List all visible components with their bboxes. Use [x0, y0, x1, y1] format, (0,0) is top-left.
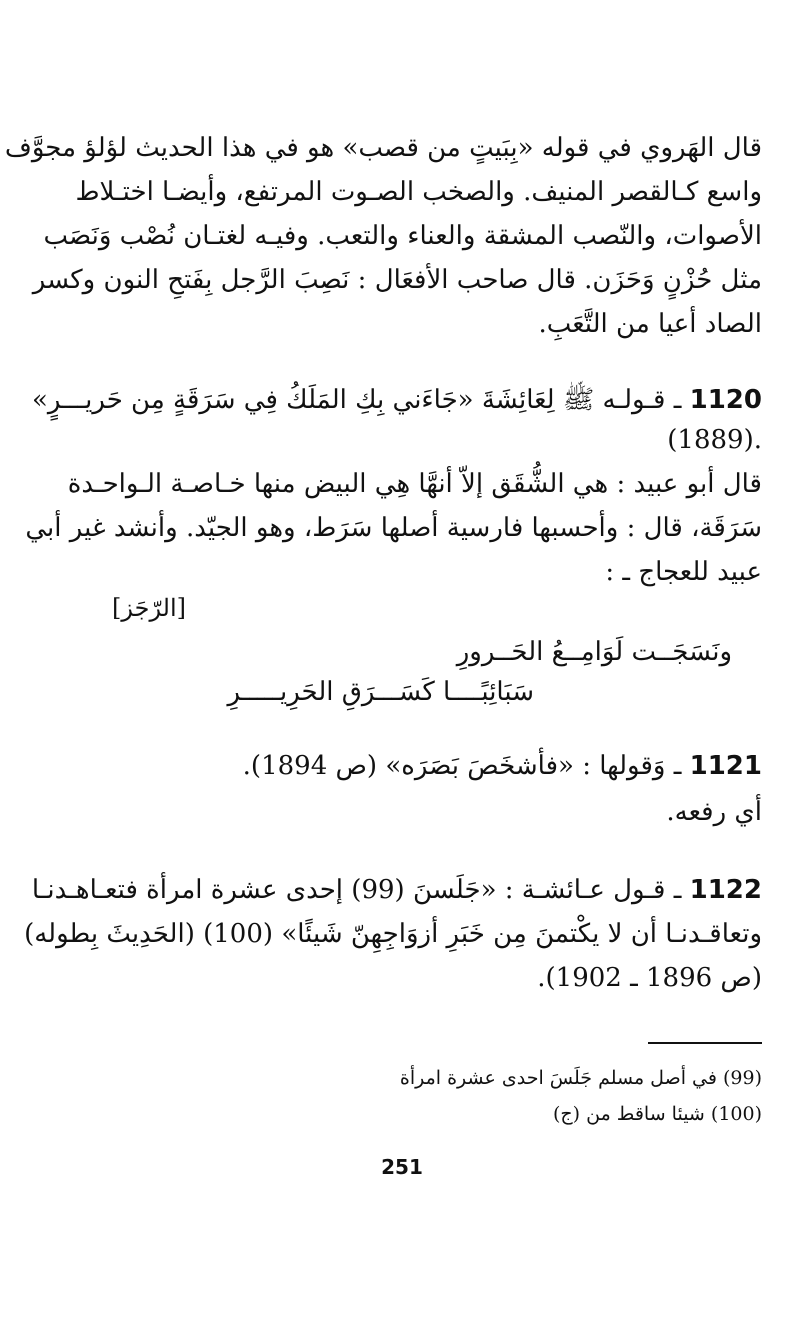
entry-text: ـ قـول عـائشـة : «جَلَسنَ (99) إحدى عشرة امرأة فتعـاهـدنـا	[31, 875, 682, 905]
entry-text: ـ قـولـه ﷺ لِعَائِشَةَ «جَاءَني بِكِ المَلَكُ فِي سَرَقَةٍ مِن حَريـــرٍ»	[32, 385, 682, 415]
entry-1122-line2: وتعاقـدنـا أن لا يكْتمنَ مِن خَبَرِ أزوَاجِهِنّ شَيئًا» (100) (الحَدِيثَ بِطوله)	[24, 919, 762, 949]
entry-1120-body-line3: عبيد للعجاج ـ :	[605, 557, 762, 587]
paragraph1-line4: مثل حُزْنٍ وَحَزَن. قال صاحب الأفعَال : نَصِبَ الرَّجل بِفَتحِ النون وكسر	[32, 265, 762, 295]
entry-1121-gloss: أي رفعه.	[666, 797, 762, 827]
paragraph1-line1: قال الهَروي في قوله «بِبَيتٍ من قصب» هو في هذا الحديث لؤلؤ مجوَّف	[4, 133, 762, 163]
verse-line2: سَبَائِبًــــا كَسَـــرَقِ الحَرِيـــــرِ	[227, 677, 534, 707]
paragraph1-line5: الصاد أعيا من التَّعَبِ.	[538, 309, 762, 339]
verse-line1: ونَسَجَــت لَوَامِــعُ الحَــرورِ	[456, 637, 732, 667]
meter-label: [الرّجَز]	[112, 594, 187, 622]
entry-1120-body-line2: سَرَقَة، قال : وأحسبها فارسية أصلها سَرَط، وهو الجيّد. وأنشد غير أبي	[25, 513, 762, 543]
entry-number: 1121	[689, 751, 762, 781]
entry-number: 1122	[689, 875, 762, 905]
entry-1122-heading	[31, 868, 762, 912]
entry-1120-heading	[32, 378, 762, 422]
entry-1120-body-line1: قال أبو عبيد : هي الشُّقَق إلاّ أنهَّا هِي البيض منها خـاصـة الـواحـدة	[67, 469, 762, 499]
footnote-divider	[648, 1042, 762, 1044]
entry-1122-line3: (ص 1896 ـ 1902).	[537, 963, 762, 993]
entry-text: ـ وَقولها : «فأشخَصَ بَصَرَه» (ص 1894).	[242, 751, 682, 781]
entry-1120-reference: .(1889)	[667, 425, 762, 455]
paragraph1-line3: الأصوات، والنّصب المشقة والعناء والتعب. وفيـه لغتـان نُصْب وَنَصَب	[43, 221, 762, 251]
paragraph1-line2: واسع كـالقصر المنيف. والصخب الصـوت المرتفع، وأيضـا اختـلاط	[75, 177, 762, 207]
footnote-100: (100) شيئا ساقط من (ج)	[553, 1103, 762, 1125]
footnote-99: (99) في أصل مسلم جَلَسَ احدى عشرة امرأة	[399, 1067, 762, 1089]
page-number: 251	[381, 1155, 423, 1179]
entry-number: 1120	[689, 385, 762, 415]
entry-1121-heading	[112, 744, 762, 788]
